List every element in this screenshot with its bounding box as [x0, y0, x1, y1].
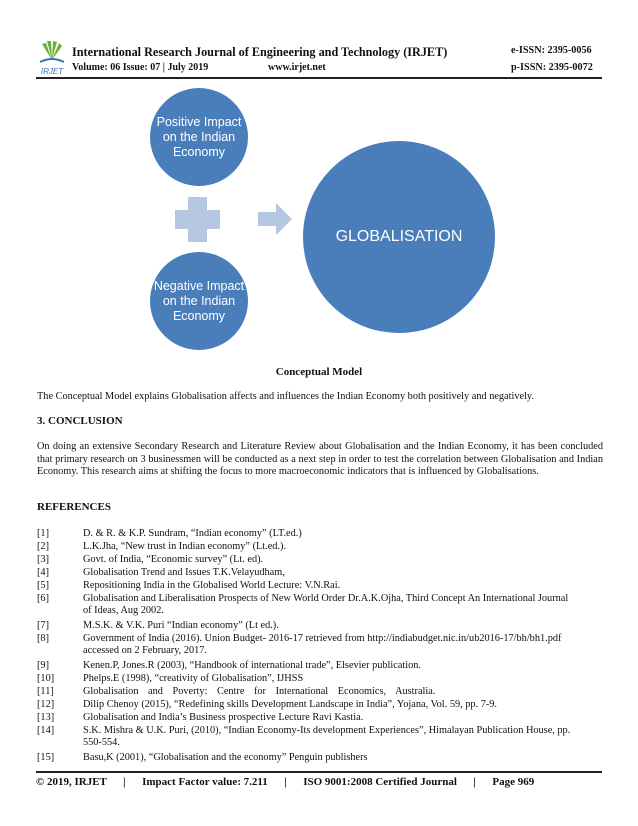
reference-number: [13]: [37, 712, 55, 723]
logo-text: IRJET: [40, 67, 64, 76]
reference-number: [7]: [37, 620, 50, 631]
model-explanation: The Conceptual Model explains Globalisation affects and influences the Indian Economy both positively and negatively.: [37, 391, 534, 402]
globalisation-circle: [303, 141, 495, 333]
reference-text: Globalisation and Poverty: Centre for International Economics, Australia.: [83, 686, 436, 697]
reference-number: [10]: [37, 673, 55, 684]
footer-separator: |: [473, 776, 476, 788]
reference-text: Globalisation and India’s Business prospective Lecture Ravi Kastia.: [83, 712, 364, 723]
negative-impact-label: Negative Impact on the Indian Economy: [153, 278, 245, 323]
reference-text: Government of India (2016). Union Budget- 2016-17 retrieved from http://indiabudget.nic.in/ub2016-17/bh/bh1.pdf accessed on 2 February, 2017.: [83, 633, 562, 657]
p-issn: p-ISSN: 2395-0072: [511, 62, 593, 73]
positive-impact-circle: [150, 88, 248, 186]
reference-number: [9]: [37, 660, 50, 671]
reference-number: [2]: [37, 541, 50, 552]
header-rule: [36, 77, 602, 79]
irjet-logo: [37, 38, 67, 78]
reference-number: [12]: [37, 699, 55, 710]
reference-number: [15]: [37, 752, 55, 763]
arrow-right-icon: [258, 203, 292, 235]
reference-text: Basu,K (2001), “Globalisation and the economy” Penguin publishers: [83, 752, 368, 763]
conclusion-text: On doing an extensive Secondary Research and Literature Review about Globalisation and the Indian Economy, it has been concluded that primary research on 3 businessmen will be conducted as a next step in order to test the correlation between Globalisation and Indian Economy. This research aims at shifting the focus to more macroeconomic indicators that is influenced by Globalisations.: [37, 441, 603, 478]
footer-impact-factor: Impact Factor value: 7.211: [142, 776, 268, 788]
footer-iso: ISO 9001:2008 Certified Journal: [303, 776, 457, 788]
reference-text: Kenen.P, Jones.R (2003), “Handbook of international trade”, Elsevier publication.: [83, 660, 421, 671]
footer-separator: |: [123, 776, 126, 788]
e-issn: e-ISSN: 2395-0056: [511, 45, 592, 56]
reference-number: [8]: [37, 633, 50, 644]
logo-rays: [42, 41, 62, 60]
positive-impact-label: Positive Impact on the Indian Economy: [156, 114, 242, 159]
conclusion-heading: 3. CONCLUSION: [37, 415, 123, 427]
reference-number: [6]: [37, 593, 50, 604]
reference-text: S.K. Mishra & U.K. Puri, (2010), “Indian Economy-Its development Experiences”, Himalayan Publication House, pp. 550-554.: [83, 725, 571, 749]
reference-number: [1]: [37, 528, 50, 539]
reference-text: L.K.Jha, “New trust in Indian economy” (Lt.ed.).: [83, 541, 287, 552]
footer-separator: |: [284, 776, 287, 788]
reference-text: M.S.K. & V.K. Puri “Indian economy” (Lt ed.).: [83, 620, 279, 631]
volume-issue: Volume: 06 Issue: 07 | July 2019: [72, 62, 209, 73]
reference-text: Phelps.E (1998), “creativity of Globalisation”, IJHSS: [83, 673, 304, 684]
reference-text: Globalisation Trend and Issues T.K.Velayudham,: [83, 567, 285, 578]
reference-number: [4]: [37, 567, 50, 578]
plus-icon-bar: [175, 210, 220, 229]
reference-number: [11]: [37, 686, 54, 697]
negative-impact-circle: [150, 252, 248, 350]
reference-text: D. & R. & K.P. Sundram, “Indian economy” (LT.ed.): [83, 528, 302, 539]
journal-title: International Research Journal of Engineering and Technology (IRJET): [72, 45, 448, 59]
figure-caption: Conceptual Model: [275, 366, 363, 378]
reference-text: Govt. of India, “Economic survey” (Lt. ed).: [83, 554, 264, 565]
reference-text: Dilip Chenoy (2015), “Redefining skills Development Landscape in India”, Yojana, Vol. 59, pp. 7-9.: [83, 699, 498, 710]
footer-copyright: © 2019, IRJET: [36, 776, 107, 788]
page-footer: [36, 776, 534, 788]
reference-number: [3]: [37, 554, 50, 565]
references-heading: REFERENCES: [37, 501, 111, 513]
reference-text: Repositioning India in the Globalised World Lecture: V.N.Rai.: [83, 580, 341, 591]
reference-number: [5]: [37, 580, 50, 591]
footer-page-number: Page 969: [492, 776, 535, 788]
globalisation-label: GLOBALISATION: [335, 228, 463, 245]
reference-number: [14]: [37, 725, 55, 736]
footer-rule: [36, 771, 602, 773]
journal-website[interactable]: www.irjet.net: [268, 62, 326, 73]
reference-text: Globalisation and Liberalisation Prospects of New World Order Dr.A.K.Ojha, Third Concept An International Journal of Ideas, Aug 2002.: [83, 593, 569, 617]
